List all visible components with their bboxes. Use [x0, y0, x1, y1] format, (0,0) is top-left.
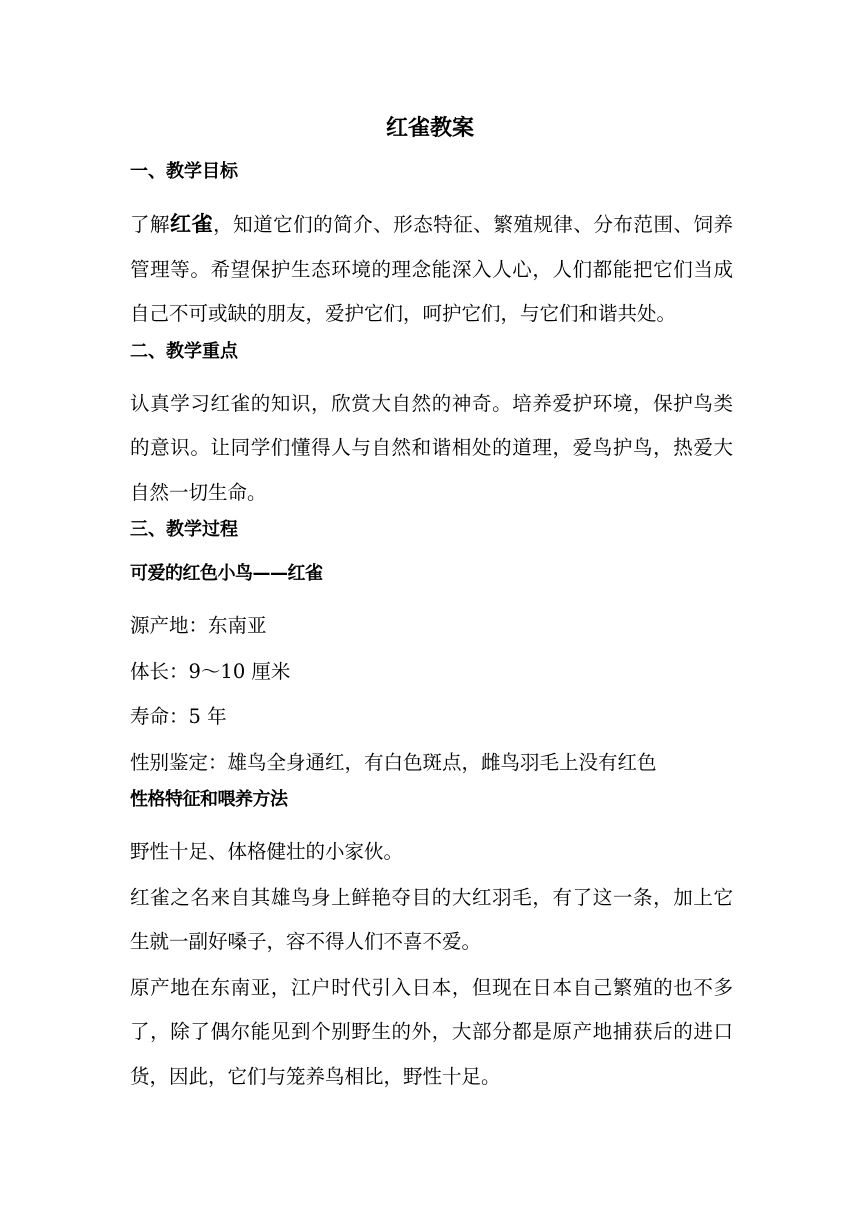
subheading-character-feeding: 性格特征和喂养方法: [130, 789, 288, 810]
document-title: 红雀教案: [385, 116, 474, 141]
fact-length: 体长：9～10 厘米: [130, 659, 291, 683]
goal-lead-emphasis: 红雀: [170, 212, 214, 236]
fact-origin: 源产地：东南亚: [130, 614, 267, 637]
fact-sexing: 性别鉴定：雄鸟全身通红，有白色斑点，雌鸟羽毛上没有红色: [130, 750, 657, 774]
section-heading-goal: 一、教学目标: [130, 161, 238, 182]
focus-paragraph: 认真学习红雀的知识，欣赏大自然的神奇。培养爱护环境，保护鸟类的意识。让同学们懂得人与自然和谐相处的道理，爱鸟护鸟，热爱大自然一切生命。: [130, 391, 733, 504]
goal-paragraph: [130, 202, 733, 337]
section-heading-focus: 二、教学重点: [130, 340, 238, 362]
goal-text: ，知道它们的简介、形态特征、繁殖规律、分布范围、饲养管理等。希望保护生态环境的理念能深入人心，人们都能把它们当成自己不可或缺的朋友，爱护它们，呵护它们，与它们和谐共处。: [130, 213, 733, 325]
character-paragraph-3: 原产地在东南亚，江户时代引入日本，但现在日本自己繁殖的也不多了，除了偶尔能见到个别野生的外，大部分都是原产地捕获后的进口货，因此，它们与笼养鸟相比，野性十足。: [130, 975, 733, 1088]
subheading-red-bird: 可爱的红色小鸟——红雀: [130, 563, 323, 584]
character-paragraph-1: 野性十足、体格健壮的小家伙。: [130, 840, 404, 863]
document-body: [130, 158, 733, 1100]
character-paragraph-2: 红雀之名来自其雄鸟身上鲜艳夺目的大红羽毛，有了这一条，加上它生就一副好嗓子，容不得人们不喜不爱。: [130, 885, 733, 953]
goal-lead-plain: 了解: [130, 213, 171, 236]
section-heading-process: 三、教学过程: [130, 519, 238, 540]
fact-lifespan: 寿命：5 年: [130, 705, 227, 728]
